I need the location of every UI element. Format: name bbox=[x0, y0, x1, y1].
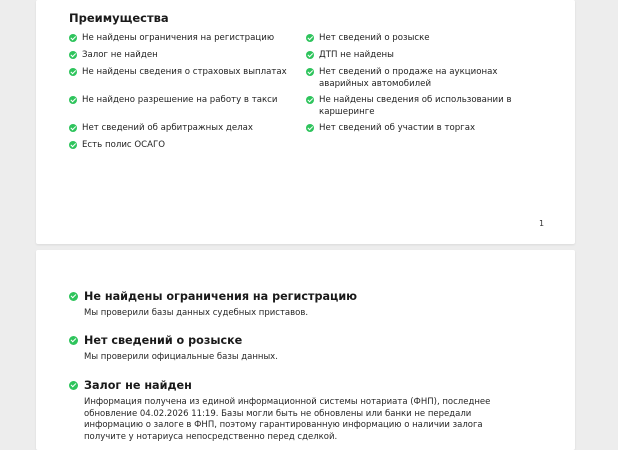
detail-description: Мы проверили базы данных судебных приставов. bbox=[84, 308, 309, 318]
advantages-title: Преимущества bbox=[69, 11, 169, 25]
advantage-item: Не найдено разрешение на работу в такси bbox=[69, 94, 299, 106]
check-circle-icon bbox=[69, 124, 77, 132]
detail-description: Мы проверили официальные базы данных. bbox=[84, 352, 278, 362]
check-circle-icon bbox=[69, 96, 77, 104]
check-circle-icon bbox=[69, 34, 77, 42]
detail-title: Залог не найден bbox=[69, 379, 192, 392]
check-circle-icon bbox=[306, 34, 314, 42]
check-circle-icon bbox=[69, 68, 77, 76]
report-page-1 bbox=[36, 0, 575, 244]
advantage-item: Не найдены сведения об использовании в каршеринге bbox=[306, 94, 546, 118]
check-circle-icon bbox=[306, 51, 314, 59]
advantage-item: ДТП не найдены bbox=[306, 49, 546, 61]
advantage-item: Не найдены сведения о страховых выплатах bbox=[69, 66, 299, 78]
check-circle-icon bbox=[69, 336, 78, 345]
check-circle-icon bbox=[69, 381, 78, 390]
check-circle-icon bbox=[306, 124, 314, 132]
detail-title: Не найдены ограничения на регистрацию bbox=[69, 290, 357, 303]
page-number: 1 bbox=[539, 219, 545, 228]
check-circle-icon bbox=[69, 292, 78, 301]
check-circle-icon bbox=[69, 51, 77, 59]
check-circle-icon bbox=[306, 68, 314, 76]
advantage-item: Залог не найден bbox=[69, 49, 299, 61]
advantage-item: Есть полис ОСАГО bbox=[69, 139, 299, 151]
check-circle-icon bbox=[69, 141, 77, 149]
advantage-item: Нет сведений о розыске bbox=[306, 32, 546, 44]
detail-description: Информация получена из единой информационной системы нотариата (ФНП), последнее обновление 04.02.2026 11:19. Базы могли быть не обновлены или банки не передали информацию о залоге в ФНП, поэтому гарантированную информацию о наличии залога получите у нотариуса непосредственно перед сделкой. bbox=[84, 397, 491, 442]
advantage-item: Не найдены ограничения на регистрацию bbox=[69, 32, 299, 44]
detail-title: Нет сведений о розыске bbox=[69, 334, 242, 347]
report-page-2 bbox=[36, 250, 575, 450]
advantage-item: Нет сведений об участии в торгах bbox=[306, 122, 546, 134]
check-circle-icon bbox=[306, 96, 314, 104]
advantage-item: Нет сведений о продаже на аукционах аварийных автомобилей bbox=[306, 66, 546, 90]
advantage-item: Нет сведений об арбитражных делах bbox=[69, 122, 299, 134]
